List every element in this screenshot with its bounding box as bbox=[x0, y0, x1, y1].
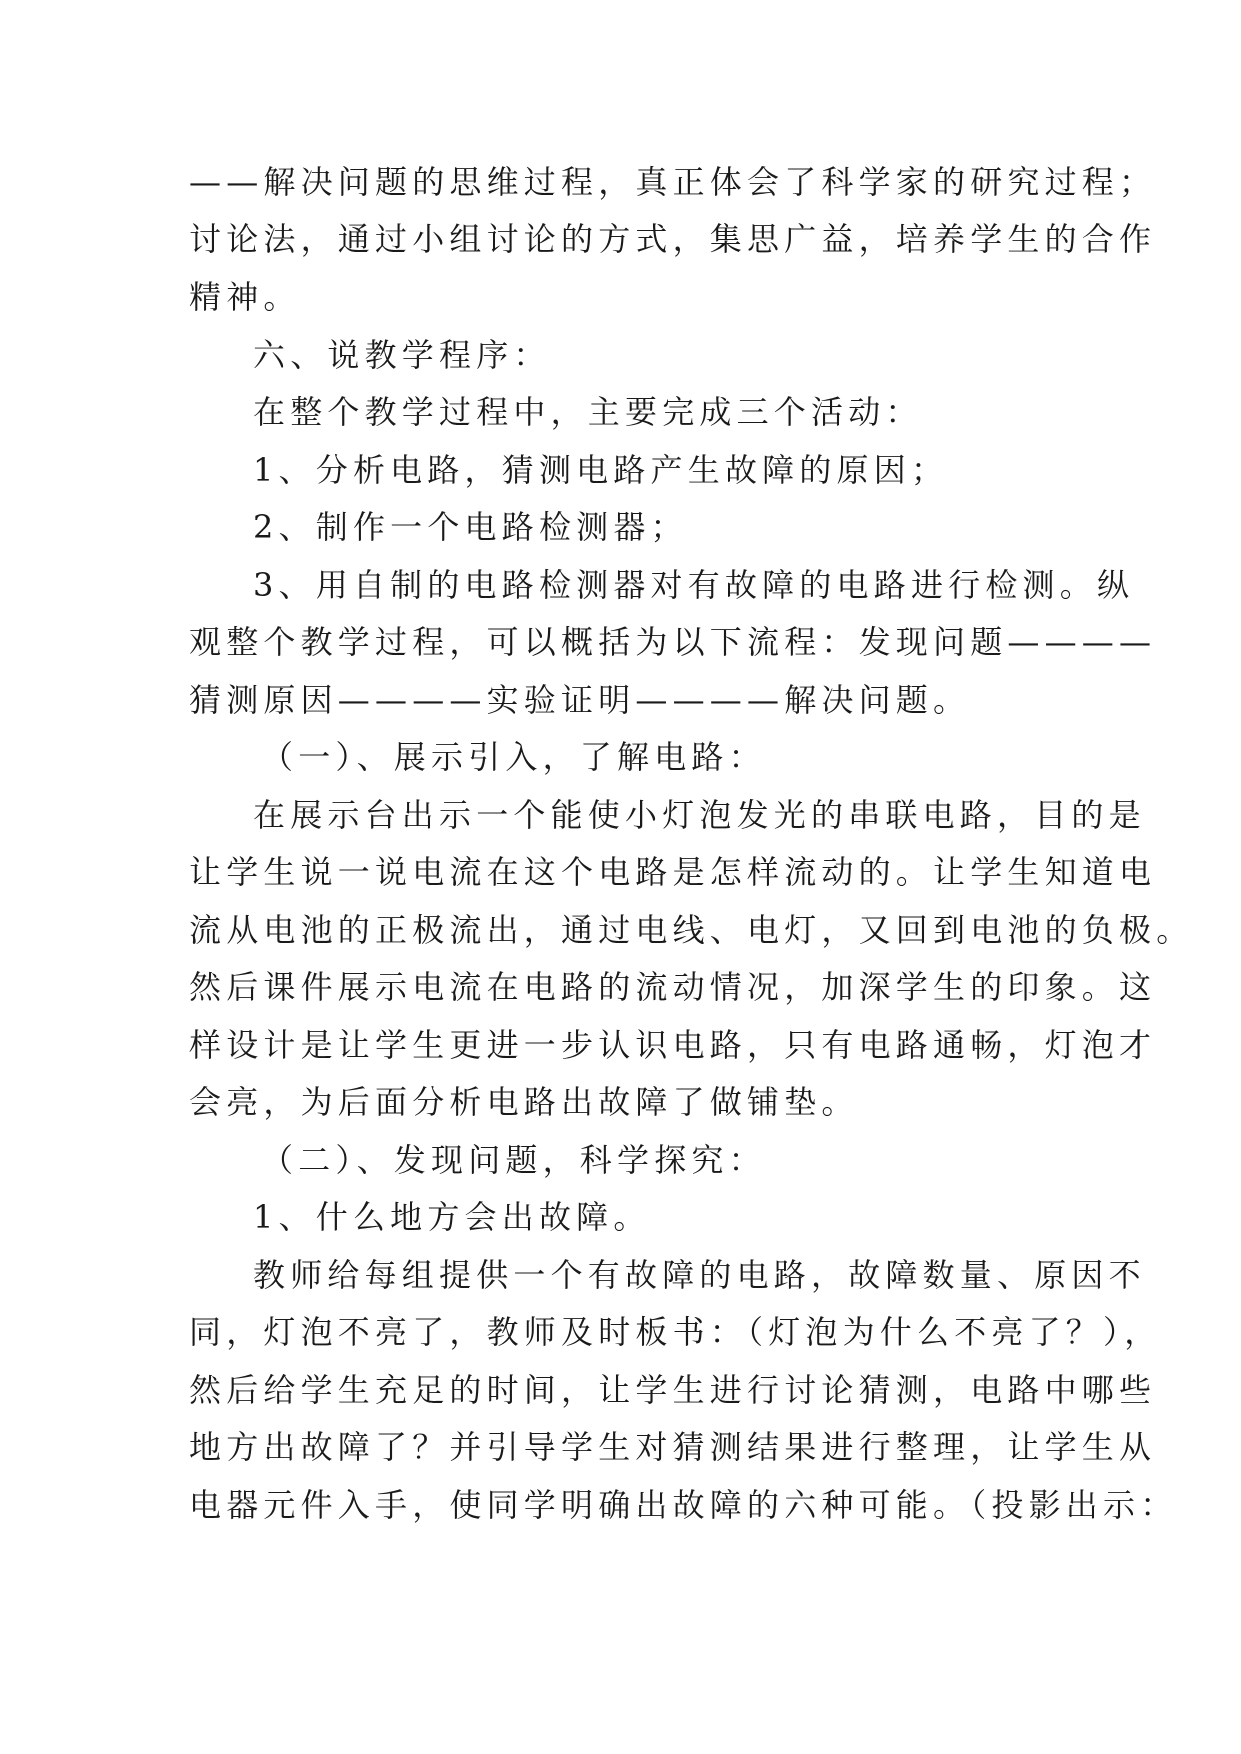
text-line: 会亮，为后面分析电路出故障了做铺垫。 bbox=[189, 1083, 859, 1121]
subsection-heading: （一）、展示引入，了解电路： bbox=[261, 738, 766, 776]
text-line: 让学生说一说电流在这个电路是怎样流动的。让学生知道电 bbox=[189, 853, 1157, 891]
list-item: 1、分析电路，猜测电路产生故障的原因； bbox=[253, 451, 949, 489]
text-line: 在整个教学过程中，主要完成三个活动： bbox=[253, 393, 923, 431]
text-line: 流从电池的正极流出，通过电线、电灯，又回到电池的负极。 bbox=[189, 911, 1194, 949]
section-heading: 六、说教学程序： bbox=[253, 336, 551, 374]
list-item: 3、用自制的电路检测器对有故障的电路进行检测。纵 bbox=[253, 566, 1135, 604]
text-line: 教师给每组提供一个有故障的电路，故障数量、原因不 bbox=[253, 1256, 1146, 1294]
subsection-heading: （二）、发现问题，科学探究： bbox=[261, 1141, 766, 1179]
text-line: 电器元件入手，使同学明确出故障的六种可能。（投影出示： bbox=[189, 1486, 1178, 1524]
text-line: 猜测原因————实验证明————解决问题。 bbox=[189, 681, 971, 719]
text-line: 然后给学生充足的时间，让学生进行讨论猜测，电路中哪些 bbox=[189, 1371, 1157, 1409]
text-line: ——解决问题的思维过程，真正体会了科学家的研究过程； bbox=[189, 163, 1157, 201]
list-item: 2、制作一个电路检测器； bbox=[253, 508, 688, 546]
text-line: 同，灯泡不亮了，教师及时板书：（灯泡为什么不亮了？）， bbox=[189, 1313, 1162, 1351]
list-item: 1、什么地方会出故障。 bbox=[253, 1198, 651, 1236]
text-line: 然后课件展示电流在电路的流动情况，加深学生的印象。这 bbox=[189, 968, 1157, 1006]
text-line: 讨论法，通过小组讨论的方式，集思广益，培养学生的合作 bbox=[189, 220, 1157, 258]
text-line: 地方出故障了？并引导学生对猜测结果进行整理，让学生从 bbox=[189, 1428, 1157, 1466]
text-line: 在展示台出示一个能使小灯泡发光的串联电路，目的是 bbox=[253, 796, 1146, 834]
text-line: 样设计是让学生更进一步认识电路，只有电路通畅，灯泡才 bbox=[189, 1026, 1157, 1064]
text-line: 精神。 bbox=[189, 278, 301, 316]
text-line: 观整个教学过程，可以概括为以下流程：发现问题———— bbox=[189, 623, 1157, 661]
